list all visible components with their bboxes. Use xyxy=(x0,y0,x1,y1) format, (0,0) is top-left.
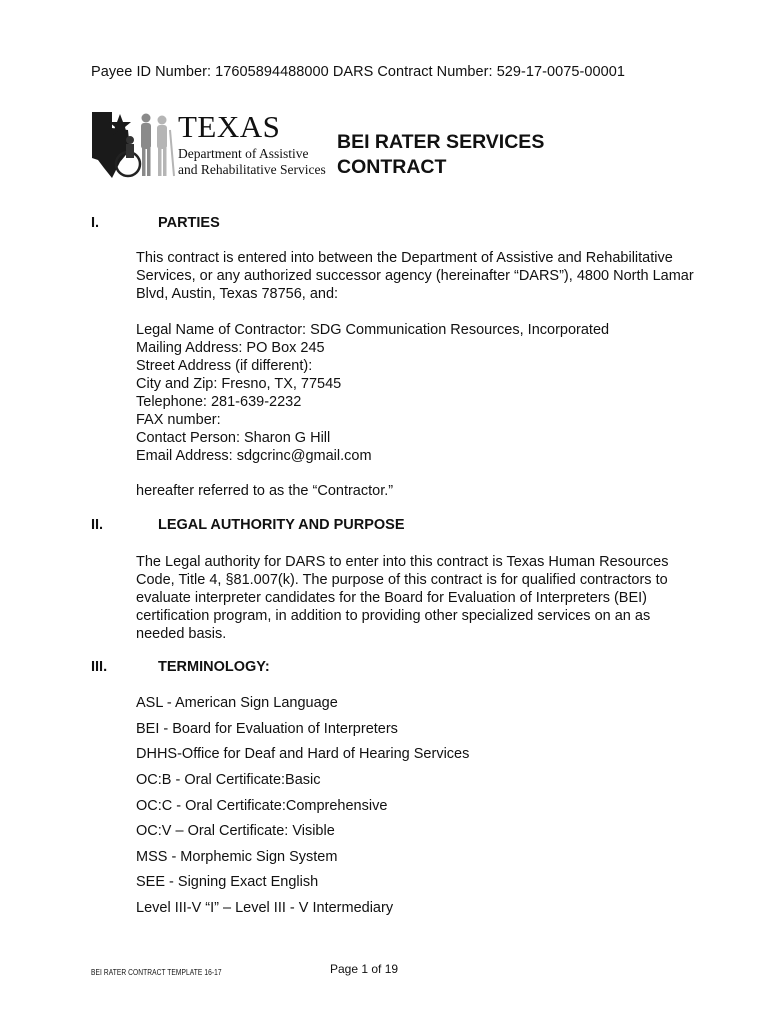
term-dhhs: DHHS-Office for Deaf and Hard of Hearing Services xyxy=(136,746,470,762)
section-1-number: I. xyxy=(91,215,100,231)
legal-authority-body xyxy=(136,553,668,643)
text-line: Code, Title 4, §81.007(k). The purpose of this contract is for qualified contractors to xyxy=(136,572,668,588)
logo-texas-text: TEXAS xyxy=(178,109,281,144)
text-line: The Legal authority for DARS to enter into this contract is Texas Human Resources xyxy=(136,554,669,570)
contractor-fax: FAX number: xyxy=(136,412,221,428)
term-ocv: OC:V – Oral Certificate: Visible xyxy=(136,823,335,839)
document-title-line2: CONTRACT xyxy=(337,156,447,178)
text-line: needed basis. xyxy=(136,626,227,642)
document-title-line1: BEI RATER SERVICES xyxy=(337,131,545,153)
contractor-closing: hereafter referred to as the “Contractor.” xyxy=(136,483,394,499)
parties-intro xyxy=(136,249,694,303)
contractor-mailing-address: Mailing Address: PO Box 245 xyxy=(136,340,325,356)
text-line: Blvd, Austin, Texas 78756, and: xyxy=(136,286,339,302)
document-title xyxy=(337,130,544,180)
payee-contract-line: Payee ID Number: 17605894488000 DARS Contract Number: 529-17-0075-00001 xyxy=(91,64,625,80)
text-line: Services, or any authorized successor agency (hereinafter “DARS”), 4800 North Lamar xyxy=(136,268,694,284)
section-3-title: TERMINOLOGY: xyxy=(158,659,270,675)
section-2-number: II. xyxy=(91,517,104,533)
section-3-number: III. xyxy=(91,659,108,675)
footer-template-name: BEI RATER CONTRACT TEMPLATE 16-17 xyxy=(91,967,222,977)
texas-dars-logo xyxy=(90,110,330,180)
contractor-legal-name: Legal Name of Contractor: SDG Communication Resources, Incorporated xyxy=(136,322,610,338)
term-mss: MSS - Morphemic Sign System xyxy=(136,849,338,865)
logo-department-line1: Department of Assistive xyxy=(178,146,309,161)
term-occ: OC:C - Oral Certificate:Comprehensive xyxy=(136,798,388,814)
contractor-telephone: Telephone: 281-639-2232 xyxy=(136,394,302,410)
dars-logo-icon xyxy=(90,110,178,180)
contractor-street-address: Street Address (if different): xyxy=(136,358,313,374)
logo-department-line2: and Rehabilitative Services xyxy=(178,162,326,177)
section-1-title: PARTIES xyxy=(158,215,220,231)
section-2-title: LEGAL AUTHORITY AND PURPOSE xyxy=(158,517,405,533)
text-line: evaluate interpreter candidates for the Board for Evaluation of Interpreters (BEI) xyxy=(136,590,647,606)
contractor-city-zip: City and Zip: Fresno, TX, 77545 xyxy=(136,376,342,392)
term-ocb: OC:B - Oral Certificate:Basic xyxy=(136,772,321,788)
contractor-email: Email Address: sdgcrinc@gmail.com xyxy=(136,448,372,464)
contractor-contact-person: Contact Person: Sharon G Hill xyxy=(136,430,331,446)
term-asl: ASL - American Sign Language xyxy=(136,695,338,711)
text-line: certification program, in addition to providing other specialized services on an as xyxy=(136,608,651,624)
text-line: This contract is entered into between the Department of Assistive and Rehabilitative xyxy=(136,250,673,266)
footer-page-number: Page 1 of 19 xyxy=(330,962,399,976)
term-see: SEE - Signing Exact English xyxy=(136,874,319,890)
term-bei: BEI - Board for Evaluation of Interpreters xyxy=(136,721,398,737)
contractor-details xyxy=(136,321,609,465)
term-level-iii-v: Level III-V “I” – Level III - V Intermediary xyxy=(136,900,394,916)
